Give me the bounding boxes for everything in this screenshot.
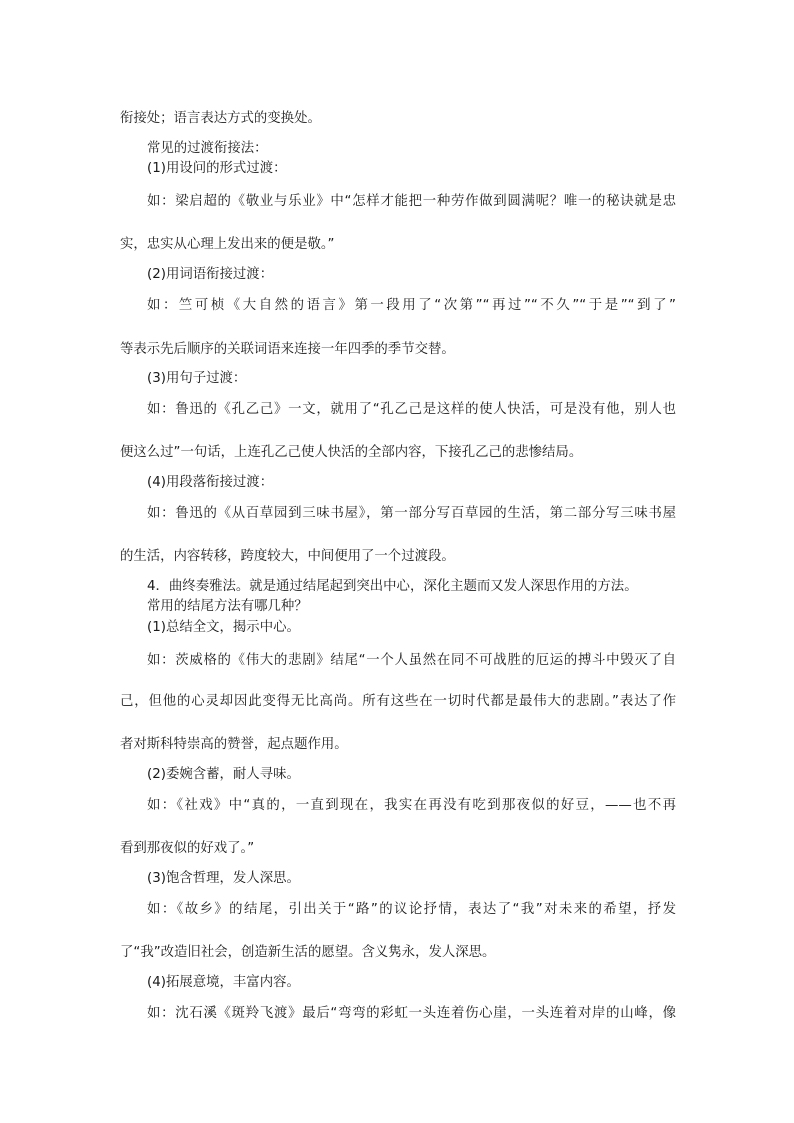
text-line: (1)用设问的形式过渡： bbox=[147, 161, 287, 176]
text-line: (2)委婉含蓄，耐人寻味。 bbox=[147, 767, 300, 782]
text-line: 如：沈石溪《斑羚飞渡》最后“弯弯的彩虹一头连着伤心崖，一头连着对岸的山峰，像 bbox=[147, 1006, 676, 1021]
text-line: 便这么过”一句话，上连孔乙己使人快活的全部内容，下接孔乙己的悲惨结局。 bbox=[120, 445, 583, 460]
text-line: 4．曲终奏雅法。就是通过结尾起到突出中心，深化主题而又发人深思作用的方法。 bbox=[147, 579, 638, 594]
text-line: (4)拓展意境，丰富内容。 bbox=[147, 975, 300, 990]
text-line: 了“我”改造旧社会，创造新生活的愿望。含义隽永，发人深思。 bbox=[120, 945, 496, 960]
text-line: (2)用词语衔接过渡： bbox=[147, 267, 274, 282]
text-line: 衔接处；语言表达方式的变换处。 bbox=[120, 111, 321, 126]
text-line: (3)用句子过渡： bbox=[147, 371, 247, 386]
text-line: 如：鲁迅的《从百草园到三味书屋》，第一部分写百草园的生活，第二部分写三味书屋 bbox=[147, 506, 676, 521]
text-line: 如：竺可桢《大自然的语言》第一段用了“次第”“再过”“不久”“于是”“到了” bbox=[147, 298, 676, 313]
text-line: 的生活，内容转移，跨度较大，中间便用了一个过渡段。 bbox=[120, 549, 455, 564]
text-line: (3)饱含哲理，发人深思。 bbox=[147, 871, 300, 886]
text-line: 如：梁启超的《敬业与乐业》中“怎样才能把一种劳作做到圆满呢？唯一的秘诀就是忠 bbox=[147, 194, 676, 209]
text-line: (1)总结全文，揭示中心。 bbox=[147, 620, 300, 635]
text-line: 看到那夜似的好戏了。” bbox=[120, 841, 255, 856]
text-line: 常用的结尾方法有哪几种？ bbox=[147, 599, 308, 614]
text-line: 如：茨威格的《伟大的悲剧》结尾“一个人虽然在同不可战胜的厄运的搏斗中毁灭了自 bbox=[147, 653, 676, 668]
text-line: 己，但他的心灵却因此变得无比高尚。所有这些在一切时代都是最伟大的悲剧。”表达了作 bbox=[120, 694, 676, 709]
text-line: 常见的过渡衔接法： bbox=[147, 141, 268, 156]
text-line: (4)用段落衔接过渡： bbox=[147, 475, 274, 490]
text-line: 等表示先后顺序的关联词语来连接一年四季的季节交替。 bbox=[120, 342, 455, 357]
text-line: 如：《故乡》的结尾，引出关于“路”的议论抒情，表达了“我”对未来的希望，抒发 bbox=[147, 902, 676, 917]
text-line: 如：《社戏》中“真的，一直到现在，我实在再没有吃到那夜似的好豆，——也不再 bbox=[147, 798, 676, 813]
text-line: 实，忠实从心理上发出来的便是敬。” bbox=[120, 237, 335, 252]
text-line: 者对斯科特崇高的赞誉，起点题作用。 bbox=[120, 737, 348, 752]
text-line: 如：鲁迅的《孔乙己》一文，就用了“孔乙己是这样的使人快活，可是没有他，别人也 bbox=[147, 402, 676, 417]
